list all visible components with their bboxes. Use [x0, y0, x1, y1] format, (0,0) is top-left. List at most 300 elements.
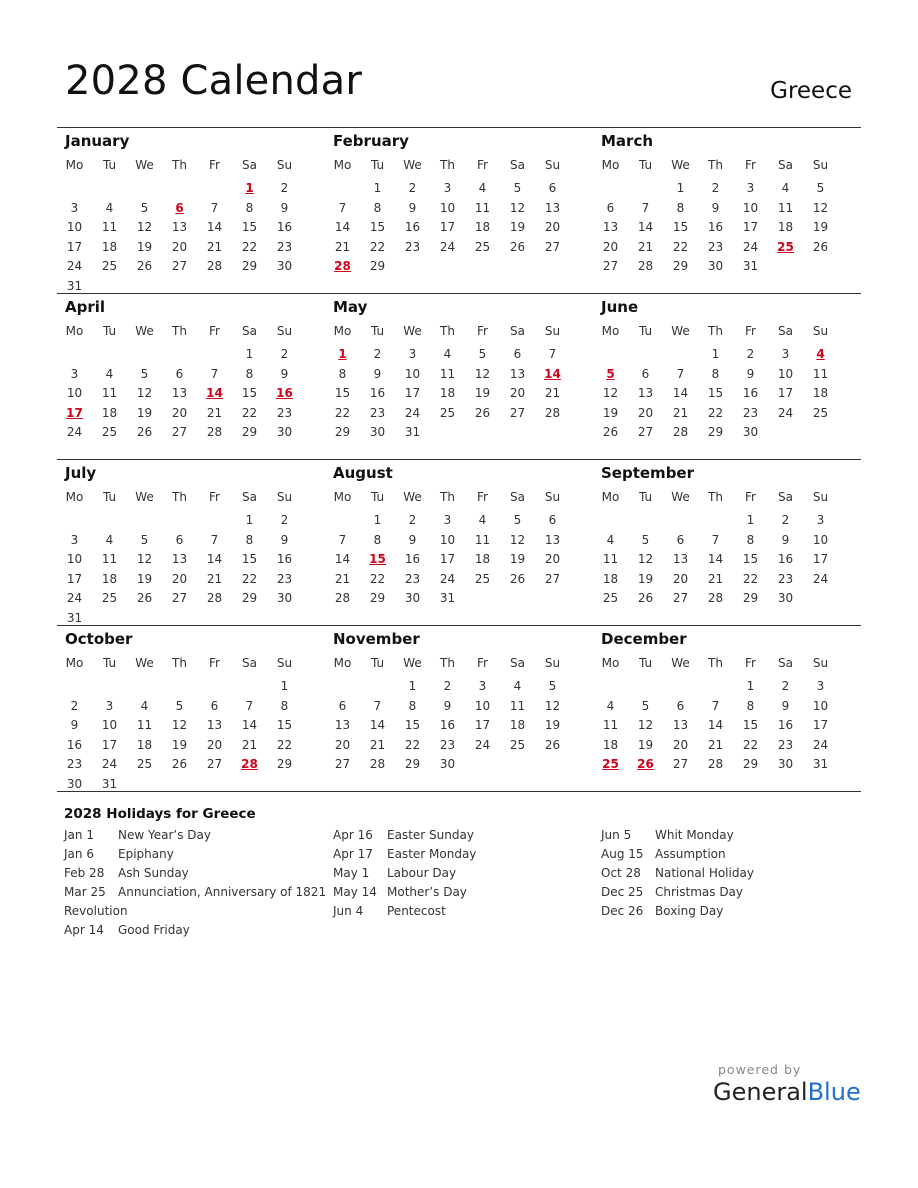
day-cell: 21 [334, 240, 351, 254]
weekday-label: Fr [209, 158, 220, 172]
weekday-label: Sa [510, 490, 525, 504]
weekday-label: Mo [601, 158, 620, 172]
weekday-label: Th [708, 490, 723, 504]
day-cell: 11 [474, 533, 491, 547]
holiday-day-cell: 28 [334, 259, 351, 273]
empty-cell [465, 424, 500, 440]
day-cell: 7 [548, 347, 557, 361]
holiday-name: New Year’s Day [118, 828, 211, 842]
empty-cell [127, 610, 162, 626]
day-cell: 21 [241, 738, 258, 752]
day-cell: 12 [637, 552, 654, 566]
week-row [325, 698, 570, 714]
weekday-label: We [671, 656, 690, 670]
week-row [57, 258, 302, 274]
day-cell: 5 [513, 513, 522, 527]
day-cell: 24 [66, 591, 83, 605]
weekday-label: We [135, 656, 154, 670]
day-cell: 4 [606, 699, 615, 713]
day-cell: 1 [746, 513, 755, 527]
day-cell: 15 [707, 386, 724, 400]
day-cell: 16 [707, 220, 724, 234]
weekday-label: We [403, 490, 422, 504]
day-cell: 19 [812, 220, 829, 234]
empty-cell [360, 678, 395, 694]
day-cell: 7 [245, 699, 254, 713]
day-cell: 16 [276, 220, 293, 234]
holiday-name: Christmas Day [655, 885, 744, 899]
weekday-label: Fr [209, 324, 220, 338]
empty-cell [698, 678, 733, 694]
day-cell: 12 [812, 201, 829, 215]
day-cell: 17 [812, 552, 829, 566]
day-cell: 31 [404, 425, 421, 439]
day-cell: 1 [676, 181, 685, 195]
day-cell: 21 [206, 240, 223, 254]
day-cell: 3 [746, 181, 755, 195]
day-cell: 18 [602, 738, 619, 752]
week-row [593, 590, 838, 606]
day-cell: 12 [136, 220, 153, 234]
day-cell: 4 [606, 533, 615, 547]
empty-cell [92, 610, 127, 626]
weekday-header [325, 157, 570, 173]
day-cell: 9 [408, 201, 417, 215]
day-cell: 4 [140, 699, 149, 713]
day-cell: 10 [474, 699, 491, 713]
day-cell: 2 [280, 347, 289, 361]
day-cell: 3 [408, 347, 417, 361]
empty-cell [465, 258, 500, 274]
day-cell: 1 [373, 181, 382, 195]
day-cell: 16 [777, 552, 794, 566]
week-row [325, 219, 570, 235]
weekday-label: Su [276, 324, 293, 338]
weekday-header [57, 655, 302, 671]
day-cell: 25 [509, 738, 526, 752]
day-cell: 13 [171, 552, 188, 566]
day-cell: 17 [777, 386, 794, 400]
day-cell: 19 [544, 718, 561, 732]
day-cell: 9 [781, 699, 790, 713]
week-row [57, 698, 302, 714]
day-cell: 20 [544, 552, 561, 566]
week-row [325, 200, 570, 216]
empty-cell [628, 180, 663, 196]
week-row [57, 346, 302, 362]
week-row [325, 532, 570, 548]
empty-cell [92, 278, 127, 294]
day-cell: 4 [478, 513, 487, 527]
day-cell: 23 [66, 757, 83, 771]
weekday-label: Su [276, 490, 293, 504]
day-cell: 17 [439, 220, 456, 234]
day-cell: 20 [672, 572, 689, 586]
empty-cell [593, 346, 628, 362]
empty-cell [593, 512, 628, 528]
day-cell: 14 [707, 718, 724, 732]
week-row [57, 219, 302, 235]
week-row [593, 698, 838, 714]
empty-cell [803, 258, 838, 274]
holiday-name: Mother’s Day [387, 885, 467, 899]
weekday-label: Th [440, 490, 455, 504]
empty-cell [663, 346, 698, 362]
week-row [57, 424, 302, 440]
holiday-day-cell: 25 [602, 757, 619, 771]
day-cell: 13 [637, 386, 654, 400]
day-cell: 30 [777, 757, 794, 771]
weekday-header [57, 489, 302, 505]
day-cell: 23 [404, 240, 421, 254]
week-row [57, 610, 302, 626]
day-cell: 4 [781, 181, 790, 195]
week-row [57, 678, 302, 694]
day-cell: 18 [439, 386, 456, 400]
week-row [593, 737, 838, 753]
day-cell: 19 [637, 738, 654, 752]
weekday-label: Tu [370, 324, 385, 338]
week-row [325, 512, 570, 528]
week-row [325, 717, 570, 733]
day-cell: 27 [544, 572, 561, 586]
day-cell: 12 [509, 533, 526, 547]
day-cell: 3 [816, 679, 825, 693]
month-name: September [601, 464, 694, 482]
empty-cell [127, 678, 162, 694]
day-cell: 16 [404, 552, 421, 566]
weekday-header [325, 323, 570, 339]
day-cell: 27 [602, 259, 619, 273]
day-cell: 20 [672, 738, 689, 752]
day-cell: 20 [544, 220, 561, 234]
day-cell: 3 [443, 181, 452, 195]
day-cell: 13 [334, 718, 351, 732]
day-cell: 6 [338, 699, 347, 713]
empty-cell [197, 610, 232, 626]
empty-cell [325, 678, 360, 694]
empty-cell [465, 590, 500, 606]
day-cell: 24 [66, 259, 83, 273]
day-cell: 23 [742, 406, 759, 420]
day-cell: 22 [369, 240, 386, 254]
holiday-name: Boxing Day [655, 904, 724, 918]
day-cell: 19 [136, 572, 153, 586]
weekday-label: Sa [510, 324, 525, 338]
day-cell: 17 [66, 240, 83, 254]
empty-cell [698, 512, 733, 528]
day-cell: 8 [373, 533, 382, 547]
day-cell: 23 [276, 240, 293, 254]
day-cell: 23 [369, 406, 386, 420]
empty-cell [162, 346, 197, 362]
day-cell: 11 [509, 699, 526, 713]
empty-cell [162, 610, 197, 626]
week-row [325, 590, 570, 606]
day-cell: 21 [206, 572, 223, 586]
day-cell: 20 [206, 738, 223, 752]
empty-cell [663, 678, 698, 694]
day-cell: 22 [404, 738, 421, 752]
holiday-name: Easter Monday [387, 847, 477, 861]
day-cell: 26 [509, 240, 526, 254]
empty-cell [267, 776, 302, 792]
weekday-label: Fr [477, 158, 488, 172]
day-cell: 15 [672, 220, 689, 234]
day-cell: 15 [334, 386, 351, 400]
month-block [57, 294, 325, 459]
month-name: June [601, 298, 639, 316]
day-cell: 30 [369, 425, 386, 439]
week-row [593, 180, 838, 196]
day-cell: 24 [812, 738, 829, 752]
day-cell: 16 [777, 718, 794, 732]
day-cell: 9 [746, 367, 755, 381]
day-cell: 18 [602, 572, 619, 586]
month-row [57, 459, 861, 625]
week-row [593, 219, 838, 235]
day-cell: 14 [707, 552, 724, 566]
day-cell: 21 [206, 406, 223, 420]
holiday-date: Apr 17 [333, 847, 373, 861]
day-cell: 19 [637, 572, 654, 586]
weekday-label: Mo [333, 656, 352, 670]
day-cell: 5 [140, 533, 149, 547]
weekday-label: Su [544, 490, 561, 504]
empty-cell [197, 278, 232, 294]
day-cell: 18 [136, 738, 153, 752]
empty-cell [92, 512, 127, 528]
day-cell: 22 [241, 572, 258, 586]
empty-cell [162, 678, 197, 694]
day-cell: 8 [746, 699, 755, 713]
week-row [325, 239, 570, 255]
day-cell: 11 [602, 552, 619, 566]
day-cell: 1 [373, 513, 382, 527]
day-cell: 3 [478, 679, 487, 693]
day-cell: 15 [276, 718, 293, 732]
day-cell: 30 [777, 591, 794, 605]
day-cell: 28 [206, 591, 223, 605]
holiday-day-cell: 1 [245, 181, 254, 195]
page-title: 2028 Calendar [65, 58, 362, 104]
day-cell: 29 [369, 591, 386, 605]
week-row [325, 551, 570, 567]
weekday-label: Th [172, 324, 187, 338]
weekday-label: Tu [370, 656, 385, 670]
month-name: August [333, 464, 393, 482]
day-cell: 12 [509, 201, 526, 215]
day-cell: 8 [338, 367, 347, 381]
weekday-label: Tu [102, 656, 117, 670]
day-cell: 25 [101, 259, 118, 273]
empty-cell [197, 512, 232, 528]
day-cell: 4 [105, 201, 114, 215]
week-row [593, 239, 838, 255]
day-cell: 27 [672, 757, 689, 771]
day-cell: 31 [812, 757, 829, 771]
empty-cell [663, 512, 698, 528]
day-cell: 8 [676, 201, 685, 215]
weekday-label: Su [544, 158, 561, 172]
day-cell: 16 [404, 220, 421, 234]
month-row [57, 127, 861, 293]
day-cell: 28 [206, 259, 223, 273]
day-cell: 21 [334, 572, 351, 586]
weekday-label: Su [544, 324, 561, 338]
month-name: March [601, 132, 654, 150]
holiday-date: Dec 26 [601, 904, 644, 918]
day-cell: 25 [101, 425, 118, 439]
weekday-label: Mo [601, 324, 620, 338]
weekday-label: Tu [102, 324, 117, 338]
empty-cell [127, 278, 162, 294]
empty-cell [57, 512, 92, 528]
day-cell: 13 [672, 718, 689, 732]
weekday-label: Tu [370, 490, 385, 504]
week-row [593, 551, 838, 567]
day-cell: 3 [70, 201, 79, 215]
day-cell: 21 [707, 738, 724, 752]
brand-logo[interactable] [713, 1078, 861, 1106]
holiday-date: Mar 25 [64, 885, 106, 899]
day-cell: 10 [101, 718, 118, 732]
day-cell: 11 [602, 718, 619, 732]
day-cell: 1 [280, 679, 289, 693]
week-row [325, 258, 570, 274]
weekday-label: We [135, 324, 154, 338]
day-cell: 4 [443, 347, 452, 361]
day-cell: 7 [338, 201, 347, 215]
empty-cell [325, 180, 360, 196]
day-cell: 29 [276, 757, 293, 771]
day-cell: 30 [276, 259, 293, 273]
empty-cell [57, 346, 92, 362]
day-cell: 7 [373, 699, 382, 713]
day-cell: 14 [672, 386, 689, 400]
day-cell: 29 [369, 259, 386, 273]
empty-cell [768, 258, 803, 274]
day-cell: 11 [101, 552, 118, 566]
day-cell: 12 [136, 386, 153, 400]
day-cell: 2 [280, 181, 289, 195]
day-cell: 18 [777, 220, 794, 234]
day-cell: 8 [373, 201, 382, 215]
day-cell: 19 [602, 406, 619, 420]
holiday-name: Good Friday [118, 923, 190, 937]
empty-cell [500, 756, 535, 772]
month-block [593, 626, 861, 791]
day-cell: 19 [474, 386, 491, 400]
day-cell: 13 [544, 533, 561, 547]
weekday-label: Su [276, 656, 293, 670]
day-cell: 18 [812, 386, 829, 400]
day-cell: 3 [70, 367, 79, 381]
weekday-label: Mo [333, 324, 352, 338]
holiday-day-cell: 16 [276, 386, 293, 400]
weekday-label: Tu [638, 158, 653, 172]
day-cell: 4 [478, 181, 487, 195]
day-cell: 6 [548, 181, 557, 195]
day-cell: 27 [206, 757, 223, 771]
day-cell: 26 [171, 757, 188, 771]
weekday-label: Mo [333, 490, 352, 504]
weekday-label: Th [708, 158, 723, 172]
day-cell: 15 [404, 718, 421, 732]
empty-cell [465, 756, 500, 772]
holiday-date: Jun 5 [601, 828, 632, 842]
month-block [57, 128, 325, 293]
weekday-label: Mo [601, 656, 620, 670]
day-cell: 17 [101, 738, 118, 752]
day-cell: 10 [66, 220, 83, 234]
day-cell: 18 [474, 552, 491, 566]
day-cell: 8 [408, 699, 417, 713]
weekday-label: We [403, 158, 422, 172]
holiday-day-cell: 4 [816, 347, 825, 361]
weekday-header [593, 157, 838, 173]
holiday-name: Ash Sunday [118, 866, 189, 880]
day-cell: 10 [66, 386, 83, 400]
day-cell: 21 [707, 572, 724, 586]
day-cell: 6 [175, 533, 184, 547]
empty-cell [628, 512, 663, 528]
day-cell: 11 [812, 367, 829, 381]
weekday-label: Su [812, 158, 829, 172]
week-row [57, 180, 302, 196]
weekday-label: Su [812, 490, 829, 504]
month-row [57, 293, 861, 459]
day-cell: 20 [171, 572, 188, 586]
holiday-name-continuation: Revolution [64, 904, 128, 918]
empty-cell [628, 678, 663, 694]
weekday-label: We [671, 490, 690, 504]
month-name: December [601, 630, 687, 648]
weekday-label: Th [172, 656, 187, 670]
day-cell: 5 [641, 699, 650, 713]
week-row [57, 532, 302, 548]
day-cell: 14 [334, 220, 351, 234]
weekday-label: Fr [745, 490, 756, 504]
holiday-day-cell: 6 [175, 201, 184, 215]
weekday-label: Th [708, 324, 723, 338]
day-cell: 13 [206, 718, 223, 732]
weekday-label: Th [440, 656, 455, 670]
month-block [325, 626, 593, 791]
day-cell: 5 [175, 699, 184, 713]
weekday-label: Fr [477, 656, 488, 670]
day-cell: 26 [136, 425, 153, 439]
empty-cell [162, 180, 197, 196]
day-cell: 14 [334, 552, 351, 566]
day-cell: 30 [742, 425, 759, 439]
day-cell: 2 [443, 679, 452, 693]
day-cell: 18 [474, 220, 491, 234]
day-cell: 9 [280, 533, 289, 547]
week-row [593, 678, 838, 694]
empty-cell [628, 346, 663, 362]
day-cell: 10 [404, 367, 421, 381]
day-cell: 12 [544, 699, 561, 713]
day-cell: 22 [334, 406, 351, 420]
day-cell: 14 [206, 220, 223, 234]
day-cell: 14 [241, 718, 258, 732]
day-cell: 11 [101, 220, 118, 234]
day-cell: 2 [373, 347, 382, 361]
weekday-label: Mo [65, 324, 84, 338]
day-cell: 30 [707, 259, 724, 273]
weekday-header [593, 489, 838, 505]
